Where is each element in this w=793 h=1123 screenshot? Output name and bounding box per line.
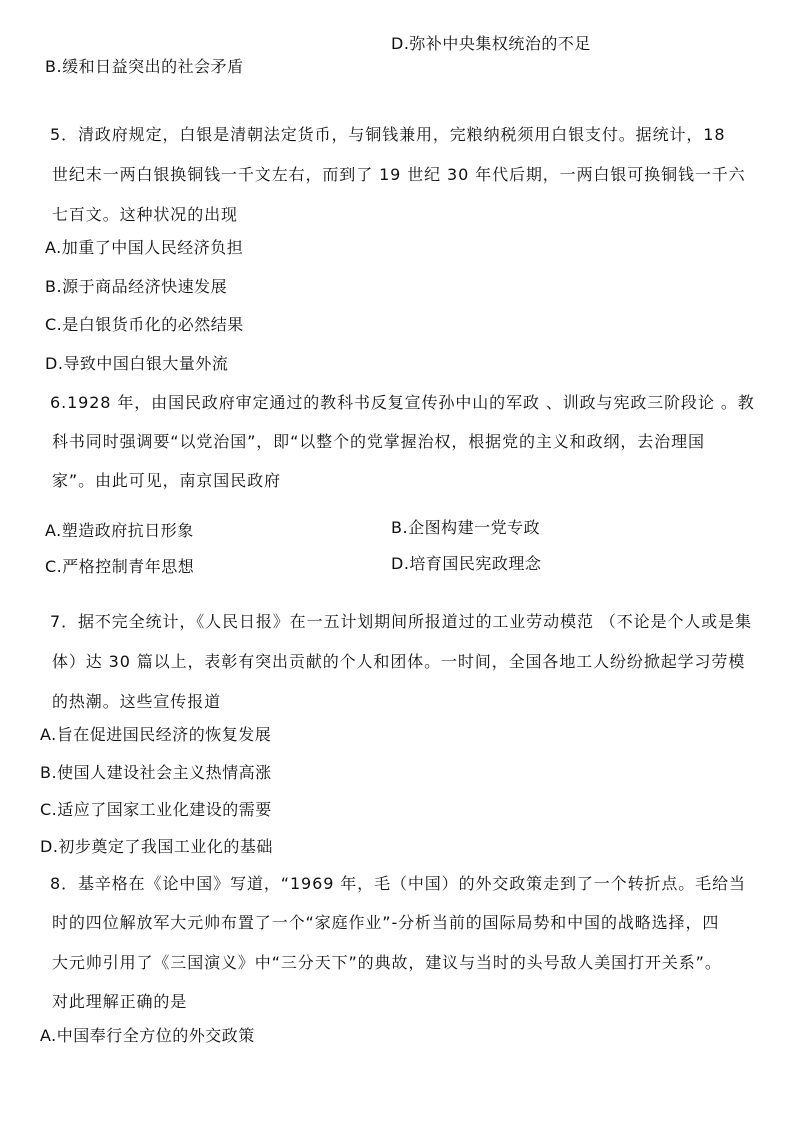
- q5-stem-line-3: 七百文。这种状况的出现: [52, 205, 238, 224]
- q7-option-b: B.使国人建设社会主义热情高涨: [40, 763, 272, 782]
- q8-stem-line-4: 对此理解正确的是: [52, 992, 188, 1011]
- q6-option-c: C.严格控制青年思想: [45, 557, 195, 576]
- q6-option-d: D.培育国民宪政理念: [391, 554, 542, 573]
- q6-option-b: B.企图构建一党专政: [391, 518, 541, 537]
- q5-stem-line-2: 世纪末一两白银换铜钱一千文左右，而到了 19 世纪 30 年代后期，一两白银可换铜钱一千六: [52, 165, 746, 184]
- q6-option-a: A.塑造政府抗日形象: [45, 521, 194, 540]
- prev-option-d: D.弥补中央集权统治的不足: [391, 34, 591, 53]
- q8-stem-line-3: 大元帅引用了《三国演义》中“三分天下”的典故，建议与当时的头号敌人美国打开关系”。: [52, 953, 722, 972]
- q5-option-c: C.是白银货币化的必然结果: [45, 315, 244, 334]
- q7-option-c: C.适应了国家工业化建设的需要: [40, 800, 272, 819]
- q5-option-b: B.源于商品经济快速发展: [45, 277, 228, 296]
- q6-stem-line-3: 家”。由此可见，南京国民政府: [52, 471, 281, 490]
- q7-stem-line-2: 体）达 30 篇以上，表彰有突出贡献的个人和团体。一时间，全国各地工人纷纷掀起学习劳模: [52, 652, 746, 671]
- q7-option-d: D.初步奠定了我国工业化的基础: [40, 837, 273, 856]
- q8-stem-line-2: 时的四位解放军大元帅布置了一个“家庭作业”-分析当前的国际局势和中国的战略选择，四: [52, 913, 720, 932]
- q8-stem-line-1: 8．基辛格在《论中国》写道，“1969 年，毛（中国）的外交政策走到了一个转折点。毛给当: [50, 874, 746, 893]
- q5-option-a: A.加重了中国人民经济负担: [45, 238, 244, 257]
- prev-option-b: B.缓和日益突出的社会矛盾: [45, 57, 244, 76]
- q6-stem-line-2: 科书同时强调要“以党治国”，即“以整个的党掌握治权，根据党的主义和政纲，去治理国: [52, 432, 705, 451]
- q7-option-a: A.旨在促进国民经济的恢复发展: [40, 725, 272, 744]
- q7-stem-line-3: 的热潮。这些宣传报道: [52, 692, 222, 711]
- q7-stem-line-1: 7．据不完全统计，《人民日报》在一五计划期间所报道过的工业劳动模范 （不论是个人或是集: [50, 612, 752, 631]
- q6-stem-line-1: 6.1928 年，由国民政府审定通过的教科书反复宣传孙中山的军政 、训政与宪政三阶段论 。教: [50, 393, 755, 412]
- q8-option-a: A.中国奉行全方位的外交政策: [40, 1026, 255, 1045]
- q5-stem-line-1: 5．清政府规定，白银是清朝法定货币，与铜钱兼用，完粮纳税须用白银支付。据统计，18: [50, 125, 726, 144]
- q5-option-d: D.导致中国白银大量外流: [45, 354, 229, 373]
